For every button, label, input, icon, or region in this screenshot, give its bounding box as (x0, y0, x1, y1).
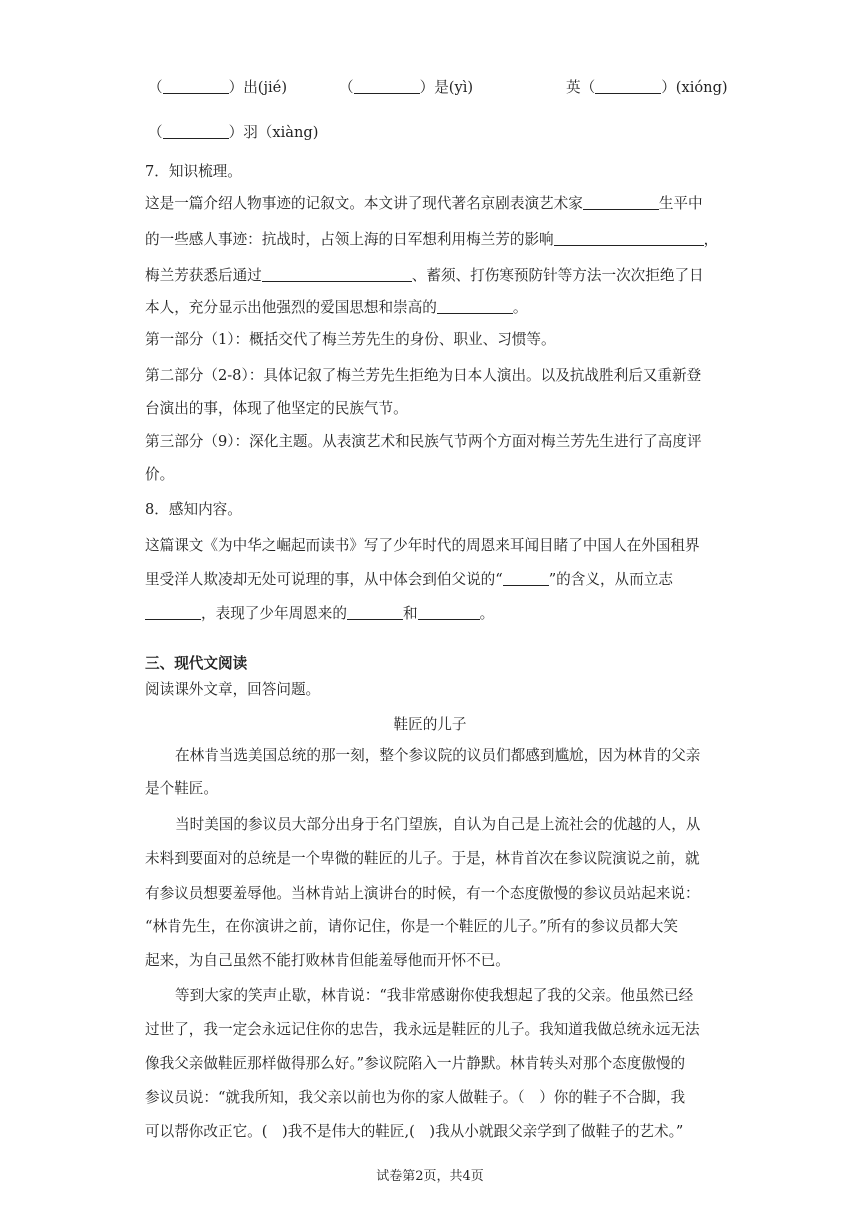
answer-blank[interactable] (595, 79, 661, 94)
answer-blank[interactable] (347, 605, 403, 620)
section-title: 三、现代文阅读 (145, 655, 248, 672)
story-line: 起来，为自己虽然不能打败林肯但能羞辱他而开怀不已。 (145, 952, 510, 969)
story-line: 过世了，我一定会永远记住你的忠告，我永远是鞋匠的儿子。我知道我做总统永远无法 (145, 1021, 700, 1038)
story-line: 有参议员想要羞辱他。当林肯站上演讲台的时候，有一个态度傲慢的参议员站起来说： (145, 885, 700, 902)
q8-line3: ，表现了少年周恩来的 和 。 (145, 604, 494, 624)
pinyin-item-yi: （ ）是(yì) (339, 79, 474, 96)
q8-line2: 里受洋人欺凌却无处可说理的事，从中体会到伯父说的“ ”的含义，从而立志 (145, 571, 673, 588)
q7-line3: 梅兰芳获悉后通过 、蓄须、打伤寒预防针等方法一次次拒绝了日 (145, 267, 704, 284)
section-instruction: 阅读课外文章，回答问题。 (145, 681, 321, 698)
q8-line1: 这篇课文《为中华之崛起而读书》写了少年时代的周恩来耳闻目睹了中国人在外国租界 (145, 537, 700, 554)
q7-part2b: 台演出的事，体现了他坚定的民族气节。 (145, 400, 408, 417)
story-line: 可以帮你改正它。( )我不是伟大的鞋匠,( )我从小就跟父亲学到了做鞋子的艺术。” (145, 1123, 684, 1140)
story-line: 当时美国的参议员大部分出身于名门望族，自认为自己是上流社会的优越的人，从 (175, 816, 701, 833)
story-line: 等到大家的笑声止歇，林肯说：“我非常感谢你使我想起了我的父亲。他虽然已经 (175, 987, 694, 1004)
q7-part2a: 第二部分（2-8）：具体记叙了梅兰芳先生拒绝为日本人演出。以及抗战胜利后又重新登 (145, 367, 702, 384)
story-line: “林肯先生，在你演讲之前，请你记住，你是一个鞋匠的儿子。”所有的参议员都大笑 (145, 918, 678, 935)
q7-part3a: 第三部分（9）：深化主题。从表演艺术和民族气节两个方面对梅兰芳先生进行了高度评 (145, 433, 702, 450)
story-line: 在林肯当选美国总统的那一刻，整个参议院的议员们都感到尴尬，因为林肯的父亲 (175, 747, 701, 764)
page-footer: 试卷第2页，共4页 (376, 1169, 484, 1184)
answer-blank[interactable] (163, 124, 229, 139)
answer-blank[interactable] (145, 605, 201, 620)
answer-blank[interactable] (503, 571, 549, 586)
answer-blank[interactable] (554, 231, 704, 246)
pinyin-item-xiong: 英（ ）(xióng) (566, 79, 728, 96)
pinyin-item-xiang: （ ）羽（xiàng) (148, 124, 319, 141)
q7-heading: 7．知识梳理。 (145, 163, 242, 180)
q7-line1: 这是一篇介绍人物事迹的记叙文。本文讲了现代著名京剧表演艺术家 生平中 (145, 195, 703, 212)
q7-part3b: 价。 (145, 466, 175, 483)
pinyin-item-jie: （ ）出(jié) (148, 79, 288, 96)
answer-blank[interactable] (354, 79, 420, 94)
q7-line4: 本人，充分显示出他强烈的爱国思想和崇高的 。 (145, 299, 528, 316)
story-line: 是个鞋匠。 (145, 780, 218, 797)
answer-blank[interactable] (262, 267, 412, 282)
story-line: 参议员说：“就我所知，我父亲以前也为你的家人做鞋子。（ ）你的鞋子不合脚，我 (145, 1089, 686, 1106)
story-title: 鞋匠的儿子 (393, 716, 467, 733)
q7-line2: 的一些感人事迹：抗战时，占领上海的日军想利用梅兰芳的影响 ， (145, 231, 719, 248)
answer-blank[interactable] (583, 195, 659, 210)
answer-blank[interactable] (163, 79, 229, 94)
story-line: 像我父亲做鞋匠那样做得那么好。”参议院陷入一片静默。林肯转头对那个态度傲慢的 (145, 1055, 686, 1072)
answer-blank[interactable] (437, 299, 513, 314)
q7-part1: 第一部分（1）：概括交代了梅兰芳先生的身份、职业、习惯等。 (145, 331, 556, 348)
story-line: 未料到要面对的总统是一个卑微的鞋匠的儿子。于是，林肯首次在参议院演说之前，就 (145, 850, 700, 867)
answer-blank[interactable] (418, 605, 480, 620)
q8-heading: 8．感知内容。 (145, 501, 242, 518)
